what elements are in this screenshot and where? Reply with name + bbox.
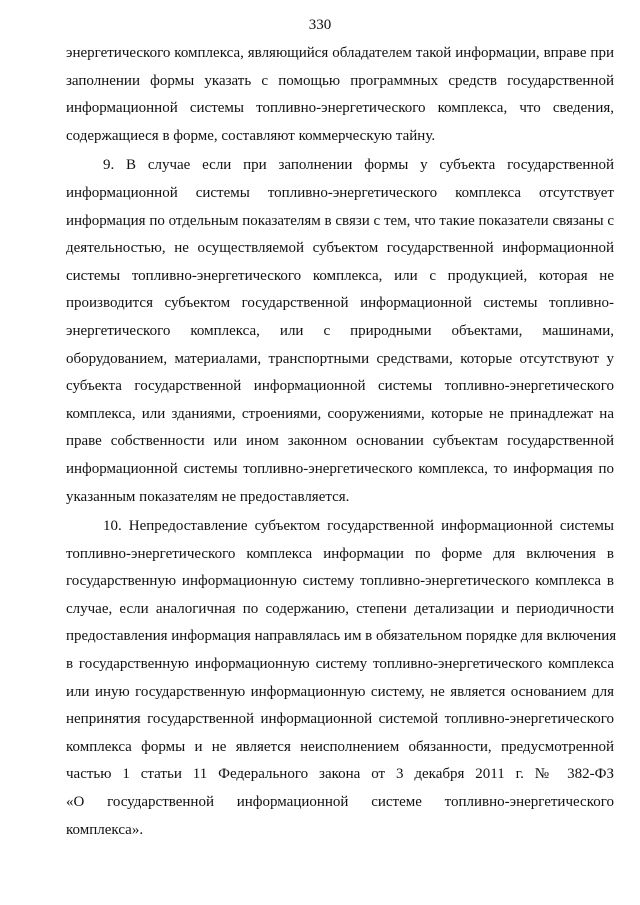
text-line: заполнении формы указать с помощью программных средств государственной <box>66 72 614 89</box>
paragraph-item-9 <box>66 152 614 511</box>
text-line: указанным показателям не предоставляется. <box>66 488 350 505</box>
text-line: энергетического комплекса, или с природными объектами, машинами, <box>66 322 614 339</box>
text-line: информация по отдельным показателям в связи с тем, что такие показатели связаны с <box>66 212 614 229</box>
text-line: случае, если аналогичная по содержанию, степени детализации и периодичности <box>66 600 614 617</box>
text-line: в государственную информационную систему топливно-энергетического комплекса <box>66 656 614 673</box>
text-line: комплекса, или зданиями, строениями, сооружениями, которые не принадлежат на <box>66 405 614 422</box>
text-line: производится субъектом государственной информационной системы топливно- <box>66 295 614 312</box>
text-line: комплекса формы и не является неисполнением обязанности, предусмотренной <box>66 738 614 755</box>
text-line: предоставления информация направлялась им в обязательном порядке для включения <box>66 628 617 645</box>
text-line: содержащиеся в форме, составляют коммерческую тайну. <box>66 127 436 144</box>
text-line: субъекта государственной информационной системы топливно-энергетического <box>66 378 614 395</box>
text-line: «О государственной информационной системе топливно-энергетического <box>66 794 614 811</box>
text-line: информационной системы топливно-энергетического комплекса отсутствует <box>66 184 614 201</box>
text-line: информационной системы топливно-энергетического комплекса, что сведения, <box>66 100 614 117</box>
text-line: оборудованием, материалами, транспортными средствами, которые отсутствуют у <box>66 350 614 367</box>
text-line: 10. Непредоставление субъектом государственной информационной системы <box>103 518 614 535</box>
text-line: непринятия государственной информационной системой топливно-энергетического <box>66 711 614 728</box>
text-line: топливно-энергетического комплекса информации по форме для включения в <box>66 545 614 562</box>
document-body <box>66 40 617 844</box>
paragraph-item-10 <box>66 513 617 844</box>
text-line: энергетического комплекса, являющийся обладателем такой информации, вправе при <box>66 45 614 61</box>
text-line: информационной системы топливно-энергетического комплекса, то информация по <box>66 460 614 477</box>
text-line: праве собственности или ином законном основании субъектам государственной <box>66 433 614 450</box>
text-line: 9. В случае если при заполнении формы у субъекта государственной <box>103 157 614 174</box>
text-line: системы топливно-энергетического комплекса, или с продукцией, которая не <box>66 267 614 284</box>
paragraph-continuation <box>66 40 614 150</box>
page-number: 330 <box>308 17 332 33</box>
text-line: государственную информационную систему топливно-энергетического комплекса в <box>66 573 614 590</box>
text-line: или иную государственную информационную систему, не является основанием для <box>66 683 614 700</box>
text-line: деятельностью, не осуществляемой субъектом государственной информационной <box>66 240 614 257</box>
text-line: частью 1 статьи 11 Федерального закона от 3 декабря 2011 г. № 382-ФЗ <box>66 766 614 783</box>
text-line: комплекса». <box>66 821 144 838</box>
